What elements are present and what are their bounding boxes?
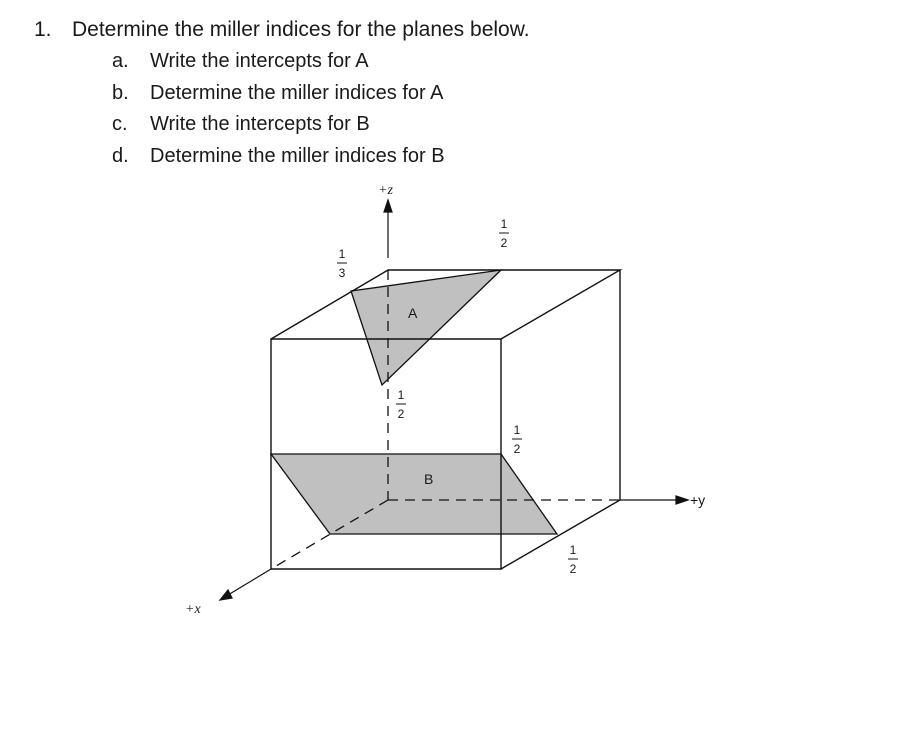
x-axis-label: +x [185,602,201,617]
fraction-numerator: 1 [513,423,521,437]
part-text: Determine the miller indices for B [150,144,445,167]
part-letter: a. [112,50,129,72]
plane-b-label: B [424,471,434,487]
fraction-denominator: 2 [513,442,521,456]
fraction-numerator: 1 [338,247,346,261]
z-axis-arrow [384,200,392,212]
z-axis-label: +z [378,183,393,198]
x-axis-arrow [220,590,232,600]
fraction-denominator: 3 [338,266,346,280]
y-axis-arrow [676,496,688,504]
fraction-one-third [337,247,347,280]
fraction-numerator: 1 [569,543,577,557]
fraction-half-z [396,388,406,421]
fraction-half-right [512,423,522,456]
fraction-denominator: 2 [569,562,577,576]
question-number: 1. [34,18,52,41]
axes [220,200,688,600]
fraction-denominator: 2 [397,407,405,421]
part-letter: d. [112,144,129,167]
part-text: Determine the miller indices for A [150,81,444,104]
part-text: Write the intercepts for B [150,113,370,135]
y-axis-label: +y [690,492,706,508]
fraction-numerator: 1 [397,388,405,402]
question-text: Determine the miller indices for the planes below. [72,18,530,41]
x-axis-line [228,569,271,595]
part-letter: c. [112,113,128,135]
fraction-half-bottom [568,543,578,576]
plane-a [351,270,501,385]
plane-a-label: A [408,305,418,321]
fraction-denominator: 2 [500,236,508,250]
fraction-half-top [499,217,509,250]
plane-b [271,454,557,534]
part-letter: b. [112,81,129,104]
fraction-numerator: 1 [500,217,508,231]
part-text: Write the intercepts for A [150,50,369,72]
